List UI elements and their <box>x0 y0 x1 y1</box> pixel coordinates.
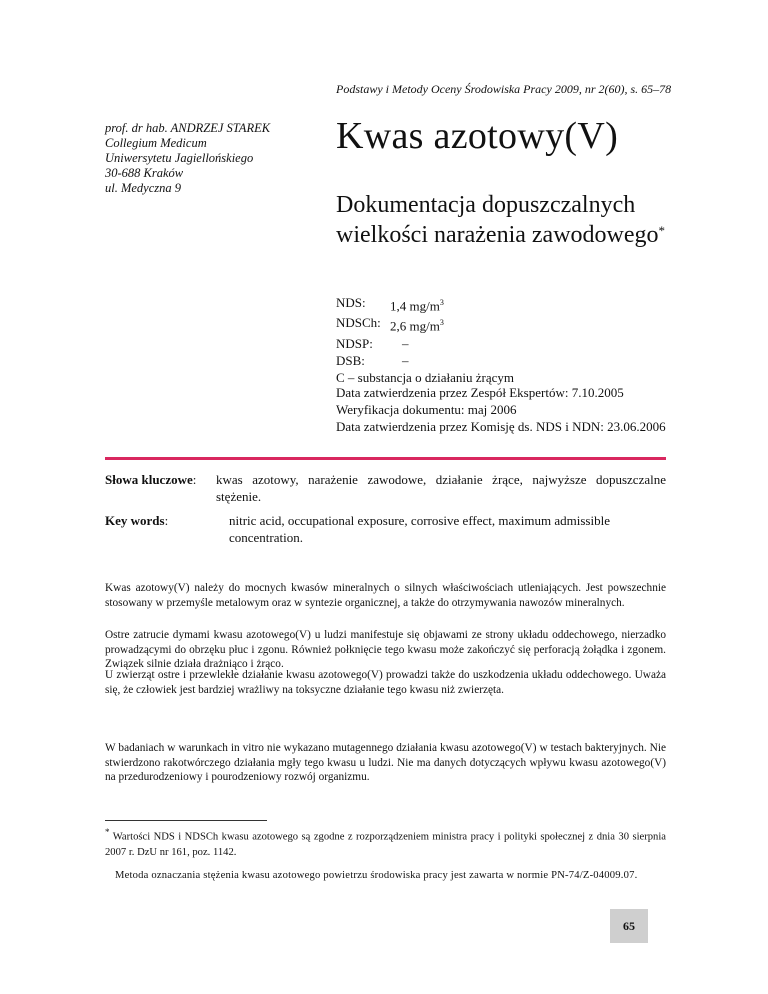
unit-exponent: 3 <box>439 298 444 307</box>
abstract-paragraph: Kwas azotowy(V) należy do mocnych kwasów mineralnych o silnych właściwościach utleniających. Jest powszechnie stosowany w przemyśle metalowym oraz w syntezie organicznej, a także do otrzymywania nawozów mineralnych. <box>105 582 666 609</box>
author-name: prof. dr hab. ANDRZEJ STAREK <box>105 121 271 135</box>
date-line: Data zatwierdzenia przez Zespół Ekspertów: 7.10.2005 <box>336 385 624 400</box>
section-divider <box>105 457 666 460</box>
limit-value: 2,6 mg/m <box>390 318 440 334</box>
keywords-colon: : <box>164 513 169 528</box>
unit-exponent: 3 <box>439 318 444 328</box>
footnote-text: Wartości NDS i NDSCh kwasu azotowego są zgodne z rozporządzeniem ministra pracy i polityki społecznej z dnia 30 sierpnia 2007 r. DzU nr 161, poz. 1142. <box>105 831 666 858</box>
footnote-divider <box>105 820 267 821</box>
method-note: Metoda oznaczania stężenia kwasu azotowego powietrzu środowiska pracy jest zawarta w normie PN-74/Z-04009.07. <box>115 870 638 881</box>
limit-value: – <box>402 335 409 351</box>
limit-key: NDSP: <box>336 335 373 351</box>
author-line: 30-688 Kraków <box>105 166 184 180</box>
author-line: Collegium Medicum <box>105 136 207 150</box>
exposure-limits <box>336 294 514 386</box>
document-subtitle <box>336 190 665 250</box>
limit-row-ndsch <box>336 314 514 334</box>
keywords-colon: : <box>192 472 197 487</box>
limit-row-ndsp <box>336 335 514 352</box>
date-line: Weryfikacja dokumentu: maj 2006 <box>336 402 517 417</box>
limit-value: 1,4 mg/m <box>390 298 440 314</box>
limit-value: – <box>402 352 409 368</box>
abstract-paragraph: U zwierząt ostre i przewlekłe działanie kwasu azotowego(V) prowadzi także do uszkodzenia układu oddechowego. Uważa się, że człowiek jest bardziej wrażliwy na toksyczne działanie tego kwasu niż zwierzęta. <box>105 669 666 696</box>
footnote-mark: * <box>658 223 666 238</box>
page-title: Kwas azotowy(V) <box>336 115 619 157</box>
footnote <box>105 825 666 860</box>
limit-key: DSB: <box>336 352 365 368</box>
limit-row-nds <box>336 294 514 314</box>
subtitle-line: wielkości narażenia zawodowego <box>336 222 659 248</box>
keywords-text: kwas azotowy, narażenie zawodowe, działanie żrące, najwyższe dopuszczalne stężenie. <box>216 472 666 504</box>
author-affiliation <box>105 121 270 196</box>
classification-note: C – substancja o działaniu żrącym <box>336 369 514 385</box>
approval-dates <box>336 384 666 435</box>
date-line: Data zatwierdzenia przez Komisję ds. NDS i NDN: 23.06.2006 <box>336 419 666 434</box>
footnote-mark: * <box>105 827 110 837</box>
page-number: 65 <box>610 909 648 943</box>
keywords-label: Key words <box>105 513 165 528</box>
author-line: ul. Medyczna 9 <box>105 181 182 195</box>
limit-row-dsb <box>336 352 514 369</box>
limit-key: NDS: <box>336 295 366 310</box>
limit-key: NDSCh: <box>336 315 381 331</box>
author-line: Uniwersytetu Jagiellońskiego <box>105 151 254 165</box>
abstract-paragraph: W badaniach w warunkach in vitro nie wykazano mutagennego działania kwasu azotowego(V) w testach bakteryjnych. Nie stwierdzono rakotwórczego działania mgły tego kwasu u ludzi. Nie ma danych dotyczących wpływu kwasu azotowego(V) na przedurodzeniowy i pourodzeniowy rozwój organizmu. <box>105 742 666 783</box>
journal-citation: Podstawy i Metody Oceny Środowiska Pracy 2009, nr 2(60), s. 65–78 <box>336 82 672 96</box>
keywords-label: Słowa kluczowe <box>105 472 193 487</box>
subtitle-line: Dokumentacja dopuszczalnych <box>336 192 636 218</box>
keywords-text: nitric acid, occupational exposure, corrosive effect, maximum admissible concentration. <box>229 513 610 545</box>
abstract-paragraph: Ostre zatrucie dymami kwasu azotowego(V) u ludzi manifestuje się objawami ze strony układu oddechowego, nierzadko prowadzącymi do obrzęku płuc i zgonu. Również połknięcie tego kwasu może zakończyć się perforacją żołądka i zgonem. Związek silnie działa drażniąco i żrąco. <box>105 629 666 670</box>
